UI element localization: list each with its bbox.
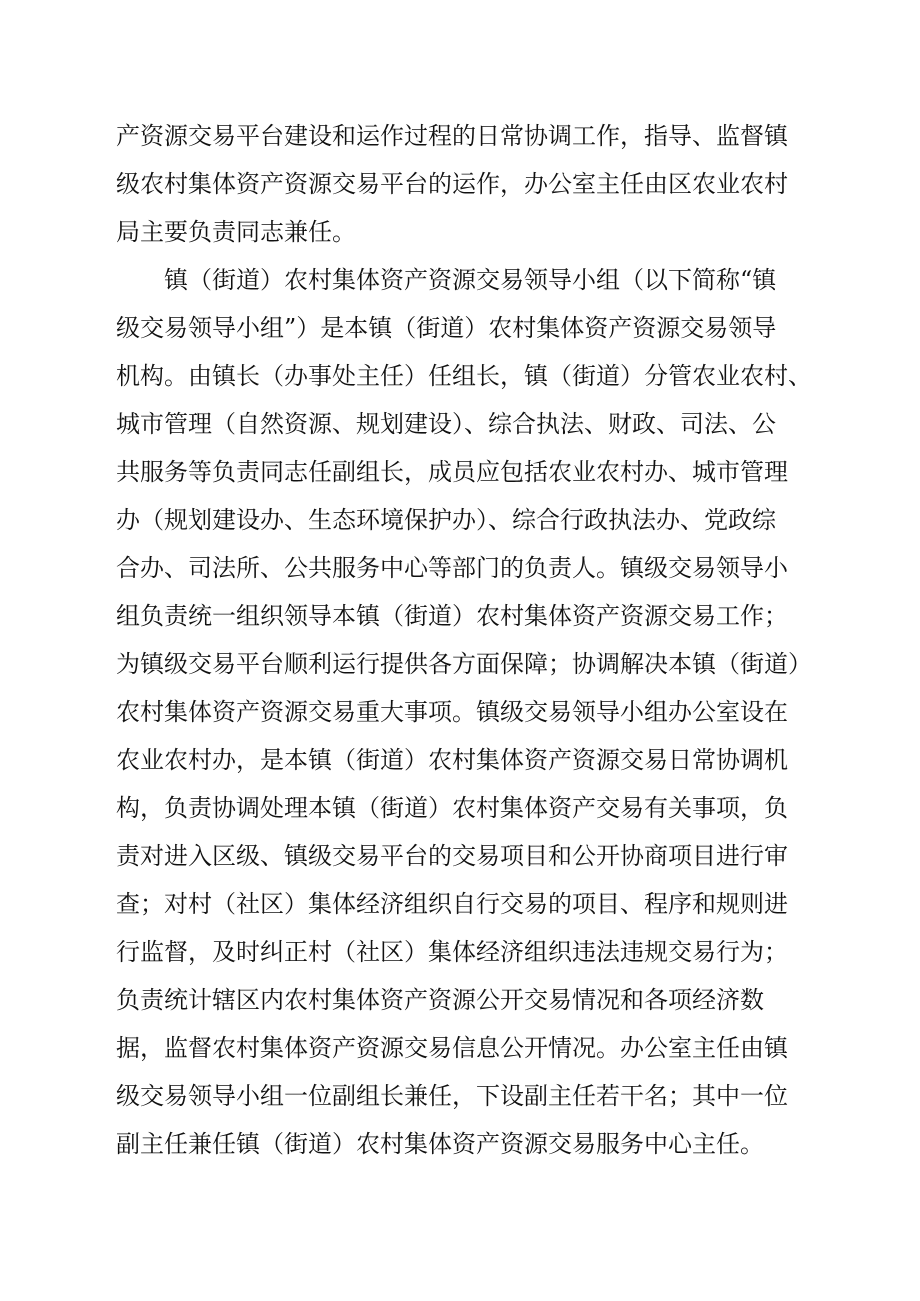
paragraph-line: 共服务等负责同志任副组长，成员应包括农业农村办、城市管理 bbox=[116, 458, 788, 486]
paragraph-1 bbox=[116, 112, 806, 256]
paragraph-line: 农业农村办，是本镇（街道）农村集体资产资源交易日常协调机 bbox=[116, 746, 788, 774]
paragraph-line: 合办、司法所、公共服务中心等部门的负责人。镇级交易领导小 bbox=[116, 554, 788, 582]
paragraph-line: 责对进入区级、镇级交易平台的交易项目和公开协商项目进行审 bbox=[116, 842, 788, 870]
paragraph-line: 负责统计辖区内农村集体资产资源公开交易情况和各项经济数 bbox=[116, 986, 764, 1014]
paragraph-line: 级交易领导小组一位副组长兼任，下设副主任若干名；其中一位 bbox=[116, 1082, 788, 1110]
paragraph-line: 机构。由镇长（办事处主任）任组长，镇（街道）分管农业农村、 bbox=[116, 362, 812, 390]
paragraph-line: 行监督，及时纠正村（社区）集体经济组织违法违规交易行为； bbox=[116, 938, 788, 966]
paragraph-line: 构，负责协调处理本镇（街道）农村集体资产交易有关事项，负 bbox=[116, 794, 788, 822]
paragraph-line: 局主要负责同志兼任。 bbox=[116, 218, 356, 246]
paragraph-line: 办（规划建设办、生态环境保护办）、综合行政执法办、党政综 bbox=[116, 506, 776, 534]
paragraph-line: 组负责统一组织领导本镇（街道）农村集体资产资源交易工作； bbox=[116, 602, 788, 630]
paragraph-line: 为镇级交易平台顺利运行提供各方面保障；协调解决本镇（街道） bbox=[116, 650, 812, 678]
paragraph-2 bbox=[116, 256, 812, 1168]
paragraph-line: 查；对村（社区）集体经济组织自行交易的项目、程序和规则进 bbox=[116, 890, 788, 918]
paragraph-line: 产资源交易平台建设和运作过程的日常协调工作，指导、监督镇 bbox=[116, 122, 788, 150]
paragraph-line: 农村集体资产资源交易重大事项。镇级交易领导小组办公室设在 bbox=[116, 698, 788, 726]
paragraph-line: 城市管理（自然资源、规划建设）、综合执法、财政、司法、公 bbox=[116, 410, 776, 438]
paragraph-line: 副主任兼任镇（街道）农村集体资产资源交易服务中心主任。 bbox=[116, 1130, 764, 1158]
paragraph-line: 级农村集体资产资源交易平台的运作，办公室主任由区农业农村 bbox=[116, 170, 788, 198]
paragraph-line: 据，监督农村集体资产资源交易信息公开情况。办公室主任由镇 bbox=[116, 1034, 788, 1062]
paragraph-line: 级交易领导小组”）是本镇（街道）农村集体资产资源交易领导 bbox=[116, 314, 777, 342]
paragraph-line: 镇（街道）农村集体资产资源交易领导小组（以下简称“镇 bbox=[164, 266, 777, 294]
